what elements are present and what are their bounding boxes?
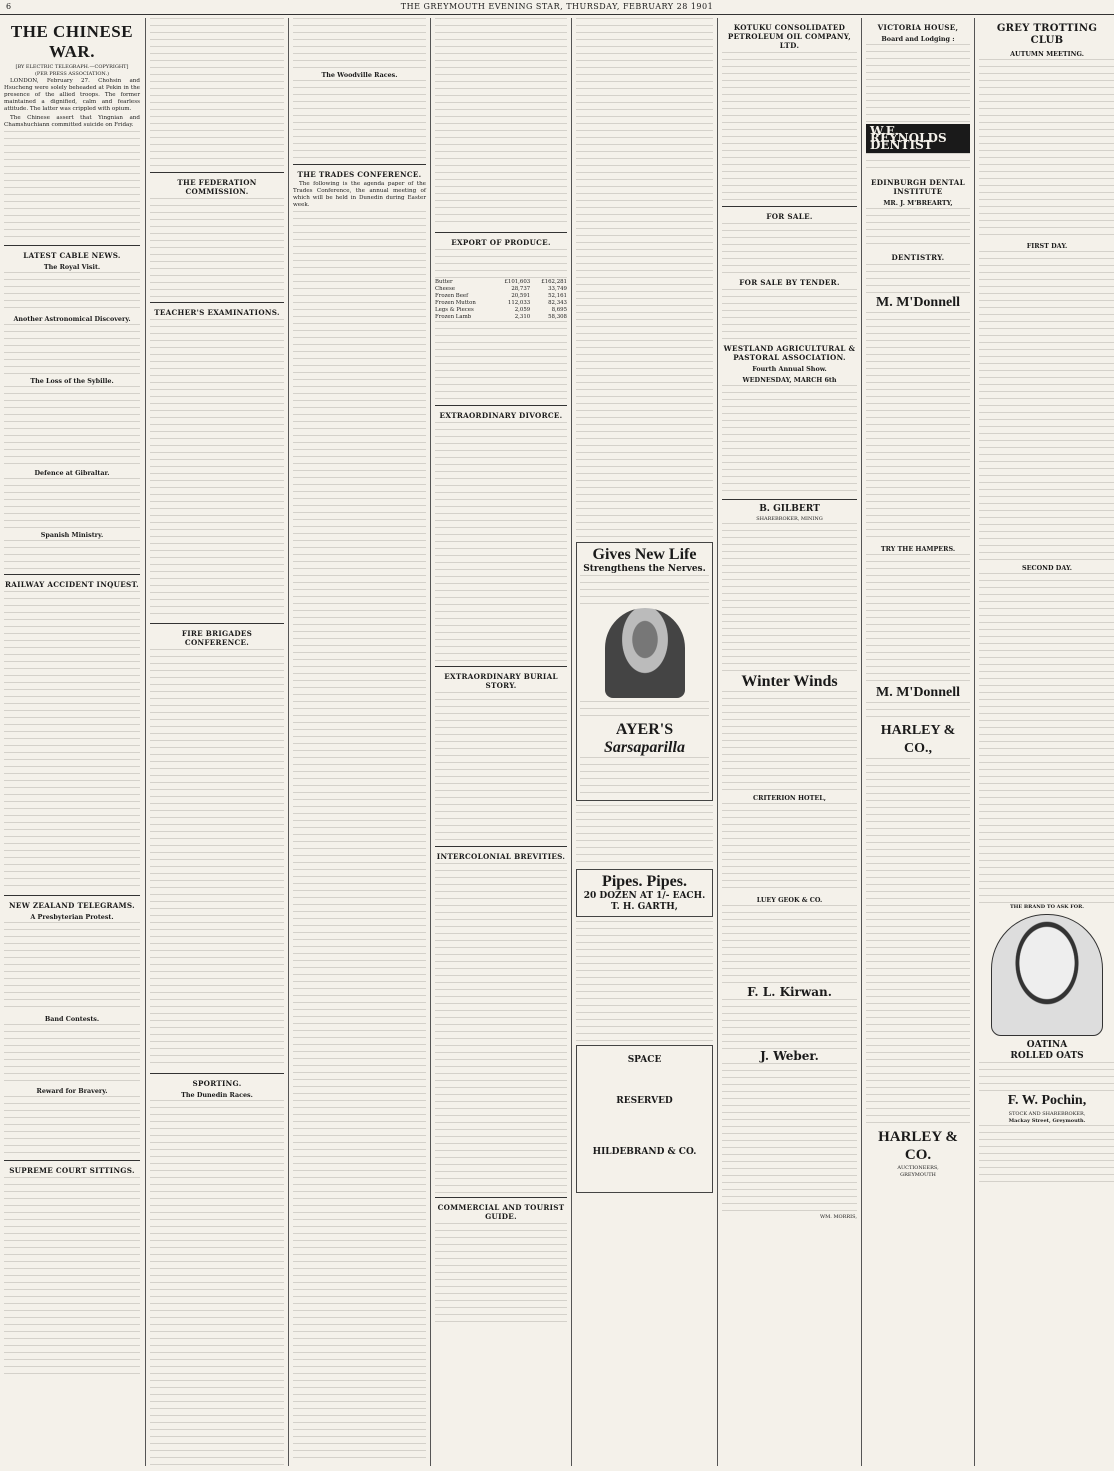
subheading-gibraltar: Defence at Gibraltar. [34,469,110,477]
text-block [722,289,857,339]
text-block [580,757,709,797]
heading-intercolonial: INTERCOLONIAL BREVITIES. [436,852,566,861]
table-row: Butter £101,603 £162,281 [435,279,567,285]
ad-headline: Pipes. Pipes. [602,873,687,890]
ad-vendor: T. H. GARTH, [611,902,678,912]
text-block [722,385,857,495]
text-block [866,758,970,1128]
heading-trades-conference: THE TRADES CONFERENCE. [297,170,422,179]
ad-harley-town: GREYMOUTH [900,1172,936,1178]
article-paragraph: LONDON, February 27. Chohsin and Hsucheng were solely beheaded at Pekin in the presence of the allied troops. The former maintained a dignified, calm and fearless attitude. The latter was crippled with opium. [4,78,140,112]
text-block [293,211,426,1461]
table-row: Legs & Pieces 2,059 8,695 [435,307,567,313]
heading-victoria-house: VICTORIA HOUSE, [877,23,959,32]
subheading-sybille: The Loss of the Sybille. [30,377,114,385]
subheading-show-date: WEDNESDAY, MARCH 6th [742,376,837,384]
table-row: Frozen Mutton 112,033 82,343 [435,300,567,306]
heading-commercial-guide: COMMERCIAL AND TOURIST GUIDE. [437,1203,565,1221]
text-block [866,702,970,722]
text-block [722,803,857,893]
text-block [150,1100,284,1466]
subheading-hampers: TRY THE HAMPERS. [880,545,956,553]
text-block [722,1063,857,1213]
ad-pochin-trade: STOCK AND SHAREBROKER, [1008,1111,1086,1117]
text-block [150,649,284,1069]
text-block [722,223,857,273]
ad-space: SPACE [627,1055,662,1065]
text-block [4,386,140,466]
text-block [4,478,140,528]
subheading-presbyterian: A Presbyterian Protest. [30,913,114,921]
subheading-woodville-races: The Woodville Races. [321,71,398,79]
text-block [150,198,284,298]
text-block [435,692,567,842]
export-table [435,279,567,321]
heading-sale-tender: FOR SALE BY TENDER. [739,278,840,287]
subheading-band: Band Contests. [44,1015,100,1023]
heading-sporting: SPORTING. [192,1079,242,1088]
subheading-dunedin-races: The Dunedin Races. [181,1091,253,1099]
text-block [4,922,140,1012]
text-block [150,18,284,168]
column-3 [288,18,430,1466]
ad-gilbert: B. GILBERT [759,504,820,514]
heading-dentistry: DENTISTRY. [891,253,945,262]
ad-pochin: F. W. Pochin, [1007,1093,1087,1108]
text-block [293,18,426,68]
heading-railway-inquest: RAILWAY ACCIDENT INQUEST. [4,580,139,589]
heading-grey-trotting: GREY TROTTING CLUB [996,23,1098,46]
text-block [4,324,140,374]
reserved-space-advert [576,1045,713,1193]
column-8 [974,18,1114,1466]
headline-chinese-war: THE CHINESE WAR. [10,22,134,61]
text-block [435,18,567,228]
ad-harley-2: HARLEY & CO. [878,1129,958,1163]
text-block [435,863,567,1193]
text-block [722,691,857,791]
text-block [979,1125,1114,1185]
text-block [4,1096,140,1156]
page-header [0,0,1114,15]
text-block [722,52,857,202]
text-block [866,312,970,542]
text-block [4,591,140,891]
text-block [4,131,140,241]
ad-harley-trade: AUCTIONEERS, [897,1165,939,1171]
ad-headline: Gives New Life [592,546,697,563]
text-block [4,1024,140,1084]
ad-brand: AYER'S [615,721,674,738]
text-block [866,264,970,294]
text-block [435,1223,567,1323]
ad-product: Sarsaparilla [604,739,685,756]
heading-edinburgh-dental: EDINBURGH DENTAL INSTITUTE [870,178,966,196]
heading-export-produce: EXPORT OF PRODUCE. [451,238,551,247]
ad-vendor: HILDEBRAND & CO. [592,1147,697,1157]
ad-mdonnell-2: M. M'Donnell [876,685,960,700]
text-block [580,701,709,721]
subheading-mbrearty: MR. J. M'BREARTY, [883,199,953,207]
column-2 [145,18,288,1466]
ad-oatina: OATINA [1026,1040,1068,1050]
text-block [979,573,1114,903]
column-6 [717,18,861,1466]
heading-kotuku: KOTUKU CONSOLIDATED PETROLEUM OIL COMPANY, LTD. [727,23,852,50]
ad-subline: Strengthens the Nerves. [583,564,706,574]
subheading-board-lodging: Board and Lodging : [881,35,955,43]
masthead-line: THE GREYMOUTH EVENING STAR, THURSDAY, FEBRUARY 28 1901 [400,2,714,11]
subheading-first-day: FIRST DAY. [1026,242,1068,250]
subheading-second-day: SECOND DAY. [1022,564,1072,572]
article-paragraph: The following is the agenda paper of the Trades Conference, the annual meeting of which will be held in Dunedin during Easter week. [293,181,426,208]
table-row: Frozen Beef 20,591 52,161 [435,293,567,299]
column-5 [571,18,717,1466]
table-row: Cheese 28,737 33,749 [435,286,567,292]
ad-criterion-hotel: CRITERION HOTEL, [753,794,826,802]
text-block [866,208,970,248]
ad-gilbert-trade: SHAREBROKER, MINING [756,516,823,522]
text-block [722,523,857,673]
ad-mdonnell: M. M'Donnell [876,295,960,310]
ad-kirwan: F. L. Kirwan. [747,985,832,999]
ad-pochin-address: Mackay Street, Greymouth. [1008,1118,1086,1124]
ad-rolled-oats: ROLLED OATS [1010,1051,1084,1061]
text-block [979,1062,1114,1092]
heading-westland-ap: WESTLAND AGRICULTURAL & PASTORAL ASSOCIATION. [723,344,856,362]
text-block [866,554,970,684]
subheading-royal-visit: The Royal Visit. [43,263,101,271]
text-block [979,251,1114,561]
ad-winter-winds: Winter Winds [741,673,838,690]
heading-for-sale: FOR SALE. [766,212,813,221]
column-1 [0,18,144,1466]
portrait-illustration [605,608,685,698]
table-row: Frozen Lamb 2,310 58,308 [435,314,567,320]
article-paragraph: The Chinese assert that Yingnian and Chamshuchiann committed suicide on Friday. [4,115,140,128]
ad-price: 20 DOZEN AT 1/- EACH. [583,891,706,901]
text-block [866,44,970,124]
oatina-logo-illustration [991,914,1103,1036]
column-4 [430,18,571,1466]
text-block [576,18,713,538]
subheading-bravery: Reward for Bravery. [36,1087,108,1095]
press-association: (PER PRESS ASSOCIATION.) [34,71,110,77]
text-block [576,921,713,1041]
text-block [580,575,709,605]
heading-supreme-court: SUPREME COURT SITTINGS. [9,1166,135,1175]
heading-nz-telegrams: NEW ZEALAND TELEGRAMS. [9,901,135,910]
byline: [BY ELECTRIC TELEGRAPH.—COPYRIGHT] [15,64,129,70]
text-block [293,80,426,160]
text-block [866,153,970,173]
heading-fire-brigades: FIRE BRIGADES CONFERENCE. [181,629,253,647]
text-block [4,272,140,312]
text-block [722,905,857,985]
text-block [722,999,857,1049]
page-number: 6 [6,2,12,11]
text-block [4,1177,140,1377]
text-block [576,805,713,865]
column-7 [861,18,974,1466]
text-block [435,249,567,279]
subheading-annual-show: Fourth Annual Show. [752,365,827,373]
text-block [979,59,1114,239]
ad-morris: WM. MORRIS, [820,1214,857,1220]
text-block [4,540,140,570]
pipes-advert [576,869,713,917]
heading-federation: THE FEDERATION COMMISSION. [177,178,257,196]
subheading-astronomical: Another Astronomical Discovery. [13,315,131,323]
subheading-spanish: Spanish Ministry. [40,531,104,539]
subheading-autumn-meeting: AUTUMN MEETING. [1010,50,1084,58]
heading-latest-cable: LATEST CABLE NEWS. [23,251,121,260]
heading-teachers-exams: TEACHER'S EXAMINATIONS. [154,308,280,317]
ad-harley: HARLEY & CO., [880,723,956,756]
ayers-advert [576,542,713,801]
heading-divorce: EXTRAORDINARY DIVORCE. [439,411,563,420]
ad-brand-ask: THE BRAND TO ASK FOR. [1009,904,1085,910]
text-block [435,321,567,401]
ad-reynolds-dentist: W.E. REYNOLDS DENTIST [866,124,970,153]
ad-luey-geok: LUEY GEOK & CO. [756,896,823,904]
heading-burial: EXTRAORDINARY BURIAL STORY. [444,672,558,690]
ad-weber: J. Weber. [760,1049,819,1063]
text-block [150,319,284,619]
ad-reserved: RESERVED [616,1096,673,1106]
text-block [435,422,567,662]
